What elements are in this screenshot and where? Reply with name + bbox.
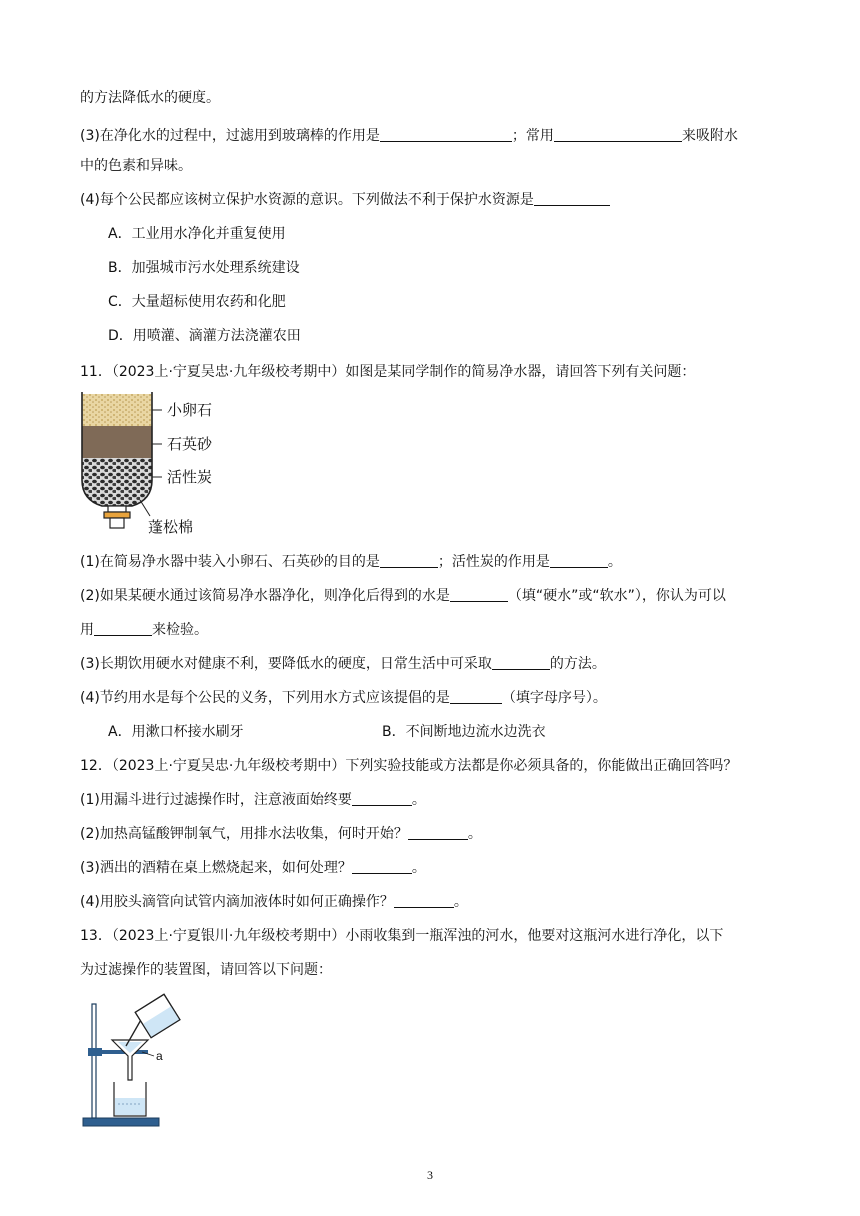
pouring-beaker xyxy=(135,994,180,1037)
option-c: C．大量超标使用农药和化肥 xyxy=(108,294,286,310)
answer-blank[interactable] xyxy=(380,127,512,142)
answer-blank[interactable] xyxy=(394,893,454,908)
question-11-3: (3)长期饮用硬水对健康不利，要降低水的硬度，日常生活中可采取 的方法。 xyxy=(80,656,606,672)
question-11-stem: 11．（2023上·宁夏吴忠·九年级校考期中）如图是某同学制作的简易净水器，请回答下列有关问题： xyxy=(80,364,696,380)
question-12-stem: 12．（2023上·宁夏吴忠·九年级校考期中）下列实验技能或方法都是你必须具备的，你能做出正确回答吗？ xyxy=(80,758,738,774)
option-b: B．加强城市污水处理系统建设 xyxy=(108,260,300,276)
carbon-layer xyxy=(82,458,152,508)
answer-blank[interactable] xyxy=(450,587,508,602)
option-a: A．用漱口杯接水刷牙 xyxy=(108,724,244,740)
option-b: B．不间断地边流水边洗衣 xyxy=(382,724,546,740)
pebble-layer xyxy=(82,394,152,426)
answer-blank[interactable] xyxy=(94,621,152,636)
answer-blank[interactable] xyxy=(492,655,550,670)
question-13-stem: 13．（2023上·宁夏银川·九年级校考期中）小雨收集到一瓶浑浊的河水，他要对这瓶河水进行净化，以下 xyxy=(80,928,724,944)
answer-blank[interactable] xyxy=(554,127,682,142)
label-pebbles: 小卵石 xyxy=(167,402,213,419)
text-line: 为过滤操作的装置图，请回答以下问题： xyxy=(80,962,332,978)
answer-blank[interactable] xyxy=(550,553,608,568)
answer-blank[interactable] xyxy=(408,825,468,840)
text-line: 中的色素和异味。 xyxy=(80,158,192,174)
question-12-3: (3)洒出的酒精在桌上燃烧起来，如何处理？ 。 xyxy=(80,860,426,876)
text-line: 的方法降低水的硬度。 xyxy=(80,90,220,106)
question-12-4: (4)用胶头滴管向试管内滴加液体时如何正确操作？ 。 xyxy=(80,894,468,910)
question-10-4: (4)每个公民都应该树立保护水资源的意识。下列做法不利于保护水资源是 xyxy=(80,190,610,210)
answer-blank[interactable] xyxy=(352,791,412,806)
label-activated-carbon: 活性炭 xyxy=(167,469,213,486)
water-purifier-figure xyxy=(76,388,246,538)
stand-base xyxy=(83,1118,159,1126)
question-12-1: (1)用漏斗进行过滤操作时，注意液面始终要 。 xyxy=(80,792,426,808)
filtration-apparatus-figure xyxy=(80,990,190,1135)
stand-pole xyxy=(92,1004,96,1118)
question-11-2: (2)如果某硬水通过该简易净水器净化，则净化后得到的水是 （填“硬水”或“软水”），你认为可以 xyxy=(80,588,726,604)
answer-blank[interactable] xyxy=(380,553,438,568)
question-12-2: (2)加热高锰酸钾制氧气，用排水法收集，何时开始？ 。 xyxy=(80,826,482,842)
question-11-1: (1)在简易净水器中装入小卵石、石英砂的目的是 ；活性炭的作用是 。 xyxy=(80,554,622,570)
label-quartz-sand: 石英砂 xyxy=(167,436,213,453)
text-line: 用 来检验。 xyxy=(80,622,208,638)
answer-blank[interactable] xyxy=(450,689,502,704)
answer-blank[interactable] xyxy=(534,191,610,206)
sand-layer xyxy=(82,426,152,458)
label-cotton: 蓬松棉 xyxy=(148,519,194,536)
question-11-4: (4)节约用水是每个公民的义务，下列用水方式应该提倡的是 （填字母序号）。 xyxy=(80,690,607,706)
label-a: a xyxy=(156,1049,163,1063)
clamp xyxy=(88,1048,102,1056)
page-number: 3 xyxy=(427,1168,433,1182)
answer-blank[interactable] xyxy=(352,859,412,874)
option-d: D．用喷灌、滴灌方法浇灌农田 xyxy=(108,328,301,344)
option-a: A．工业用水净化并重复使用 xyxy=(108,226,286,242)
question-10-3: (3)在净化水的过程中，过滤用到玻璃棒的作用是 ；常用 来吸附水 xyxy=(80,128,738,144)
